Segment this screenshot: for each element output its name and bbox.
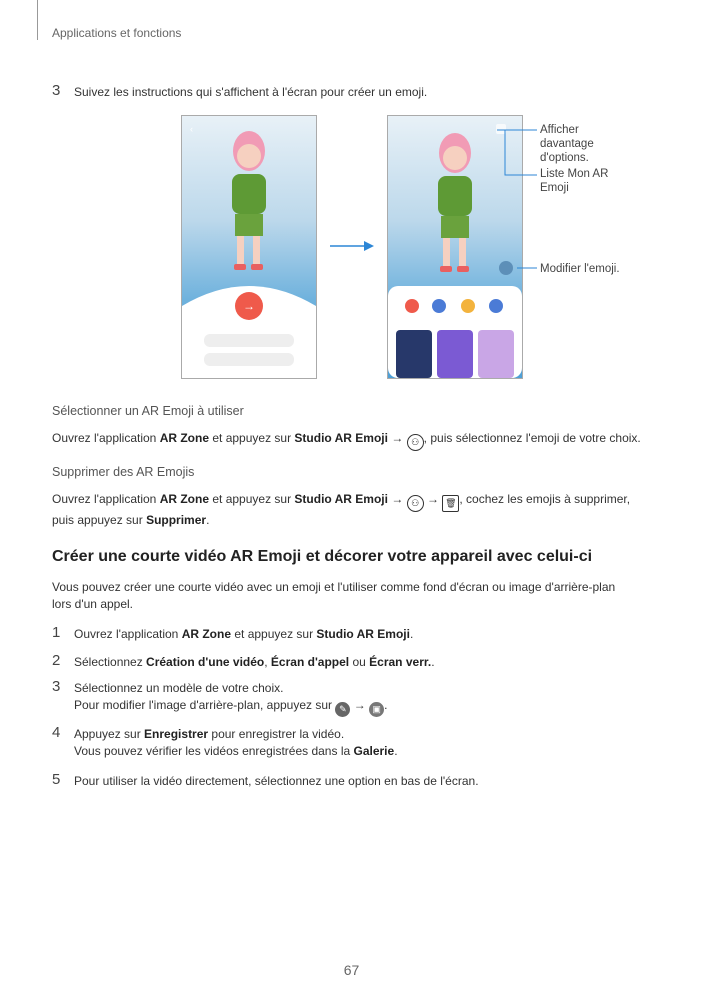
step-number: 3 xyxy=(52,82,61,99)
step-text: Suivez les instructions qui s'affichent à l'écran pour créer un emoji. xyxy=(74,85,428,99)
section-video-intro: Vous pouvez créer une courte vidéo avec un emoji et l'utiliser comme fond d'écran ou image d'arrière-plan lors d'un appel. xyxy=(52,580,616,611)
trash-icon: 🗑 xyxy=(442,495,459,512)
section-delete-text: Ouvrez l'application AR Zone et appuyez sur Studio AR Emoji → ⚇ → 🗑 , cochez les emojis à supprimer, puis appuyez sur Supprimer. xyxy=(52,492,631,527)
option-button-2 xyxy=(204,353,294,366)
step-text: Pour utiliser la vidéo directement, sélectionnez une option en bas de l'écran. xyxy=(74,774,479,788)
step-number: 4 xyxy=(52,724,61,741)
callout-more-options: Afficher davantage d'options. xyxy=(540,124,594,164)
section-delete-title: Supprimer des AR Emojis xyxy=(52,465,195,479)
step-number: 1 xyxy=(52,624,61,641)
step-text: Appuyez sur Enregistrer pour enregistrer la vidéo. Vous pouvez vérifier les vidéos enregistrées dans la Galerie. xyxy=(74,727,398,758)
step-text: Sélectionnez Création d'une vidéo, Écran d'appel ou Écran verr.. xyxy=(74,655,435,669)
step-number: 5 xyxy=(52,771,61,788)
page-number: 67 xyxy=(343,962,360,978)
edit-background-icon: ✎ xyxy=(335,702,350,717)
callout-lines xyxy=(497,120,542,280)
back-icon: ‹ xyxy=(190,124,193,134)
step-text: Sélectionnez un modèle de votre choix. Pour modifier l'image d'arrière-plan, appuyez sur ✎ → ▣ . xyxy=(74,680,674,717)
option-button-1 xyxy=(204,334,294,347)
phone-illustration-create xyxy=(182,116,316,378)
flow-arrow xyxy=(330,240,375,252)
callout-edit-emoji: Modifier l'emoji. xyxy=(540,263,620,275)
step-number: 2 xyxy=(52,652,61,669)
step-number: 3 xyxy=(52,678,61,695)
avatar-face xyxy=(237,144,261,168)
section-select-title: Sélectionner un AR Emoji à utiliser xyxy=(52,404,244,418)
svg-text:→: → xyxy=(243,299,255,313)
page-header: Applications et fonctions xyxy=(52,26,182,40)
phone-screenshot-create xyxy=(181,115,317,379)
callout-my-emoji-list: Liste Mon AR Emoji xyxy=(540,168,609,194)
image-icon: ▣ xyxy=(369,702,384,717)
header-divider xyxy=(37,0,38,40)
my-emoji-list-icon: ⚇ xyxy=(407,495,424,512)
section-select-text: Ouvrez l'application AR Zone et appuyez sur Studio AR Emoji → ⚇ , puis sélectionnez l'emoji de votre choix. xyxy=(52,430,672,451)
section-video-title: Créer une courte vidéo AR Emoji et décorer votre appareil avec celui-ci xyxy=(52,548,593,565)
avatar-hoodie xyxy=(232,174,266,214)
my-emoji-list-icon: ⚇ xyxy=(407,434,424,451)
avatar-shorts xyxy=(235,214,263,236)
step-text: Ouvrez l'application AR Zone et appuyez sur Studio AR Emoji. xyxy=(74,627,414,641)
